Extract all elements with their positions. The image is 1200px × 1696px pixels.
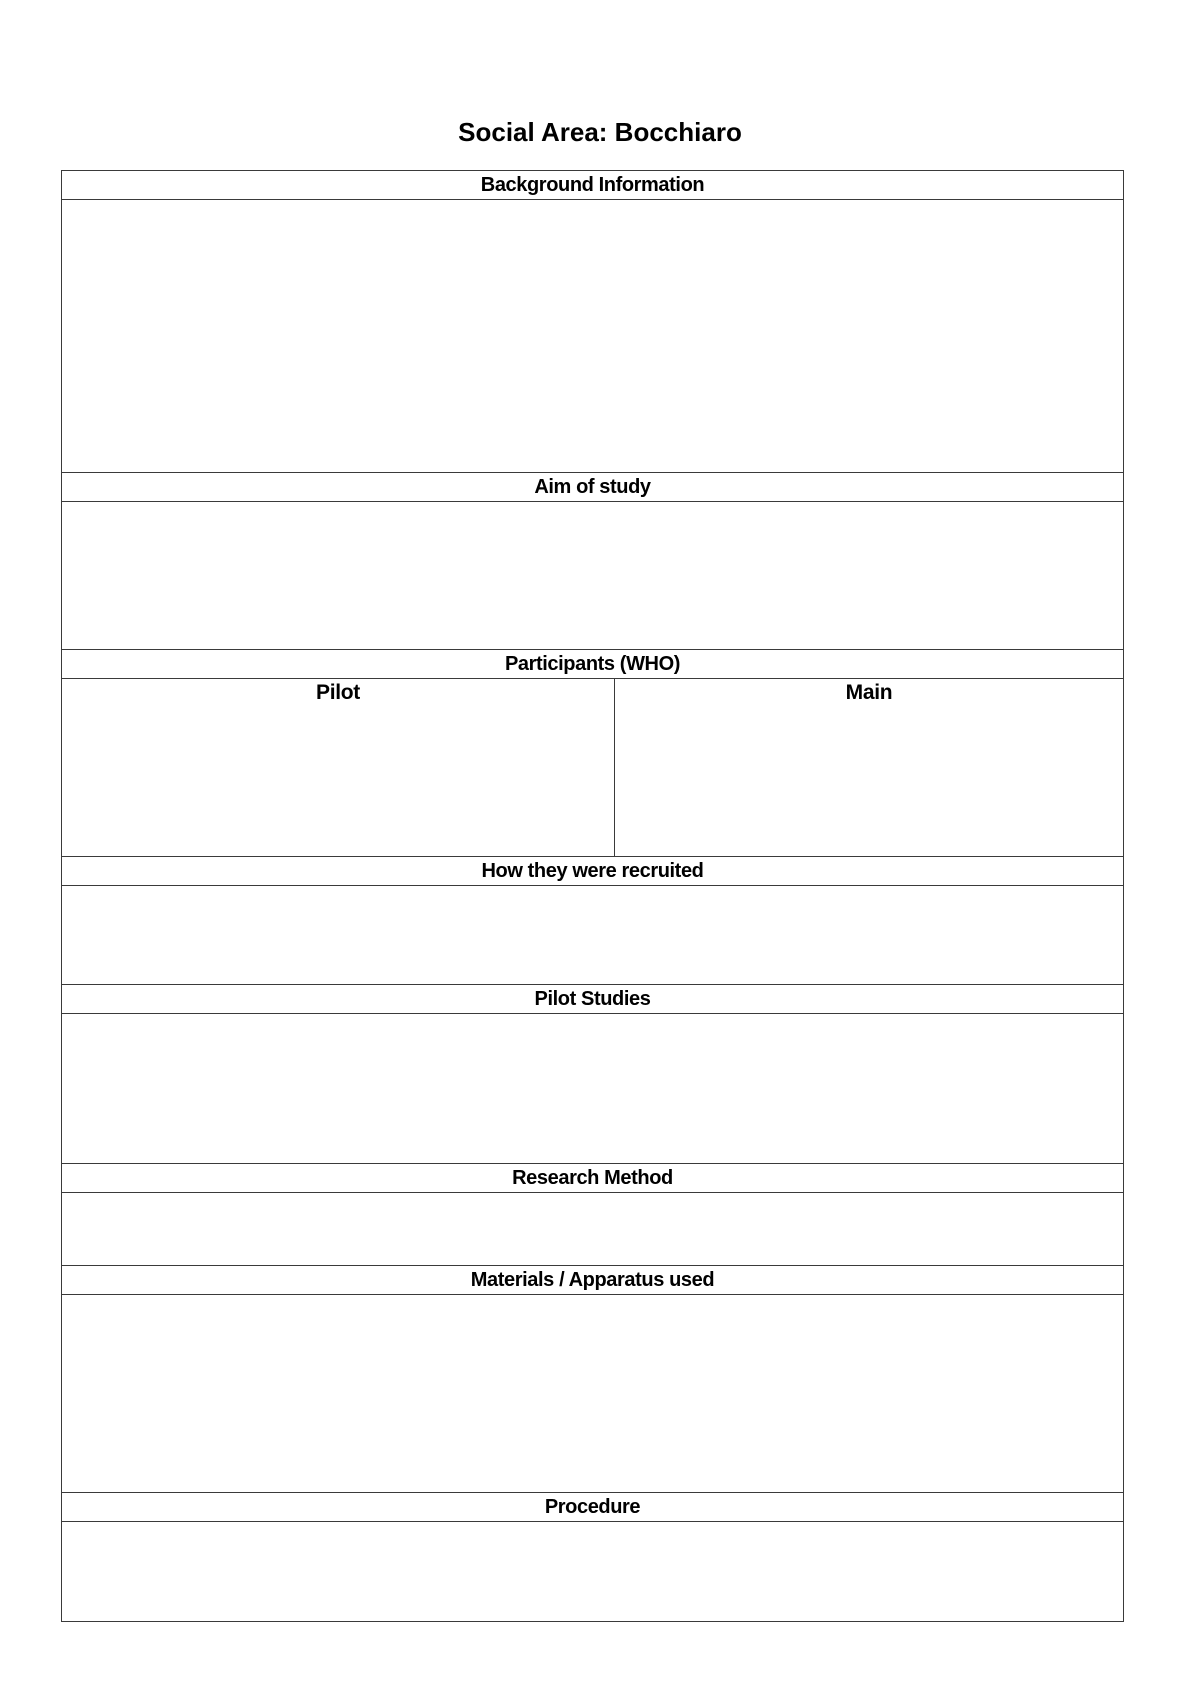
participants-pilot-label: Pilot (316, 681, 360, 704)
materials-apparatus-field[interactable] (62, 1295, 1124, 1493)
recruitment-heading: How they were recruited (62, 857, 1124, 886)
recruitment-field[interactable] (62, 886, 1124, 985)
study-form-table (61, 170, 1124, 1622)
background-information-field[interactable] (62, 200, 1124, 473)
pilot-studies-heading: Pilot Studies (62, 985, 1124, 1014)
document-title: Social Area: Bocchiaro (458, 117, 742, 147)
procedure-heading: Procedure (62, 1493, 1124, 1522)
aim-of-study-field[interactable] (62, 502, 1124, 650)
participants-pilot-cell[interactable] (62, 679, 615, 857)
background-information-heading: Background Information (62, 171, 1124, 200)
materials-apparatus-heading: Materials / Apparatus used (62, 1266, 1124, 1295)
participants-heading: Participants (WHO) (62, 650, 1124, 679)
participants-main-label: Main (845, 681, 893, 704)
research-method-heading: Research Method (62, 1164, 1124, 1193)
procedure-field[interactable] (62, 1522, 1124, 1622)
pilot-studies-field[interactable] (62, 1014, 1124, 1164)
research-method-field[interactable] (62, 1193, 1124, 1266)
participants-main-cell[interactable] (615, 679, 1124, 857)
aim-of-study-heading: Aim of study (62, 473, 1124, 502)
